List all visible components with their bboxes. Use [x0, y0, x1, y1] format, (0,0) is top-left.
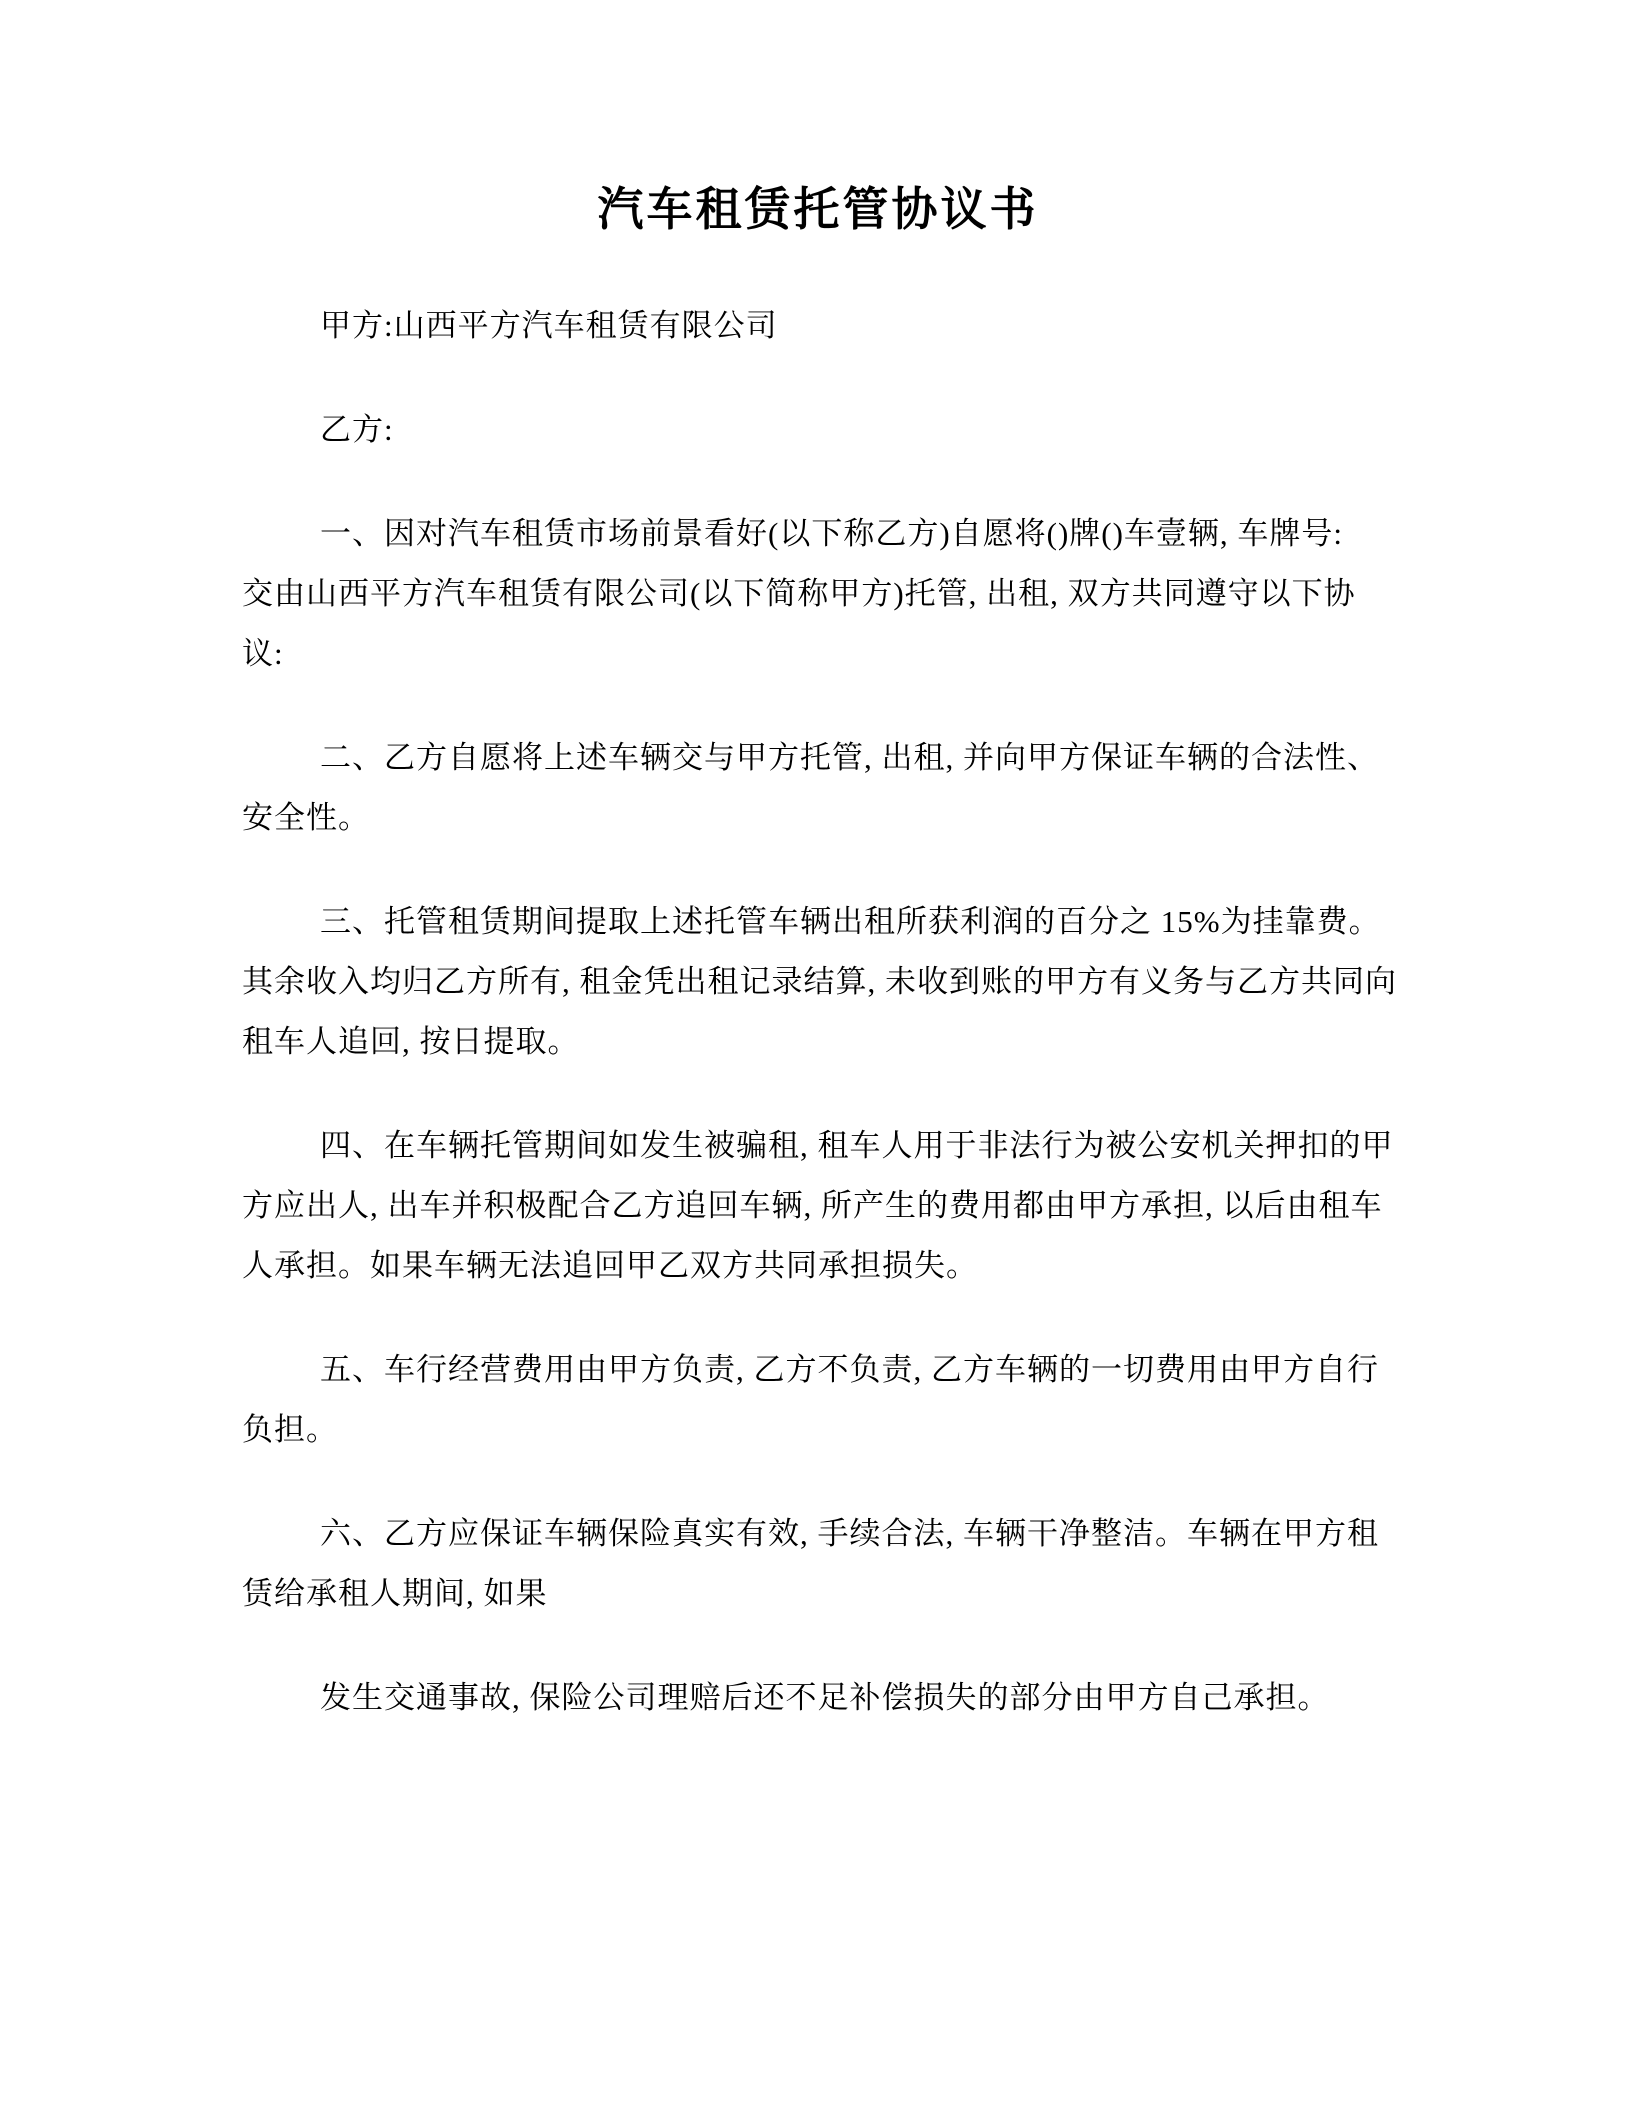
paragraph-line: 三、托管租赁期间提取上述托管车辆出租所获利润的百分之 15%为挂靠费。 [320, 904, 1381, 939]
paragraph [242, 296, 1394, 356]
paragraph [242, 400, 1394, 460]
paragraph [242, 1668, 1394, 1728]
paragraph-line: 交由山西平方汽车租赁有限公司(以下简称甲方)托管, 出租, 双方共同遵守以下协 [242, 576, 1356, 611]
paragraph-line: 一、因对汽车租赁市场前景看好(以下称乙方)自愿将()牌()车壹辆, 车牌号: [320, 516, 1344, 551]
paragraph-line: 租车人追回, 按日提取。 [242, 1024, 580, 1059]
paragraph-line: 负担。 [242, 1412, 338, 1447]
paragraph [242, 1504, 1394, 1624]
paragraph-line: 六、乙方应保证车辆保险真实有效, 手续合法, 车辆干净整洁。车辆在甲方租 [320, 1516, 1379, 1551]
paragraph-line: 议: [242, 636, 284, 671]
paragraph [242, 504, 1394, 684]
paragraph-line: 乙方: [320, 412, 394, 447]
paragraph [242, 1340, 1394, 1460]
contract-body [242, 296, 1397, 1728]
paragraph-line: 方应出人, 出车并积极配合乙方追回车辆, 所产生的费用都由甲方承担, 以后由租车 [242, 1188, 1383, 1223]
paragraph-line: 其余收入均归乙方所有, 租金凭出租记录结算, 未收到账的甲方有义务与乙方共同向 [242, 964, 1397, 999]
paragraph-line: 人承担。如果车辆无法追回甲乙双方共同承担损失。 [242, 1248, 978, 1283]
paragraph-line: 赁给承租人期间, 如果 [242, 1576, 548, 1611]
paragraph-line: 五、车行经营费用由甲方负责, 乙方不负责, 乙方车辆的一切费用由甲方自行 [320, 1352, 1379, 1387]
paragraph [242, 728, 1394, 848]
paragraph-line: 四、在车辆托管期间如发生被骗租, 租车人用于非法行为被公安机关押扣的甲 [320, 1128, 1394, 1163]
paragraph [242, 1116, 1394, 1296]
paragraph-line: 甲方:山西平方汽车租赁有限公司 [320, 308, 778, 343]
paragraph-line: 安全性。 [242, 800, 370, 835]
paragraph-line: 发生交通事故, 保险公司理赔后还不足补偿损失的部分由甲方自己承担。 [320, 1680, 1330, 1715]
paragraph [242, 892, 1397, 1072]
document-title: 汽车租赁托管协议书 [597, 184, 1039, 235]
paragraph-line: 二、乙方自愿将上述车辆交与甲方托管, 出租, 并向甲方保证车辆的合法性、 [320, 740, 1379, 775]
